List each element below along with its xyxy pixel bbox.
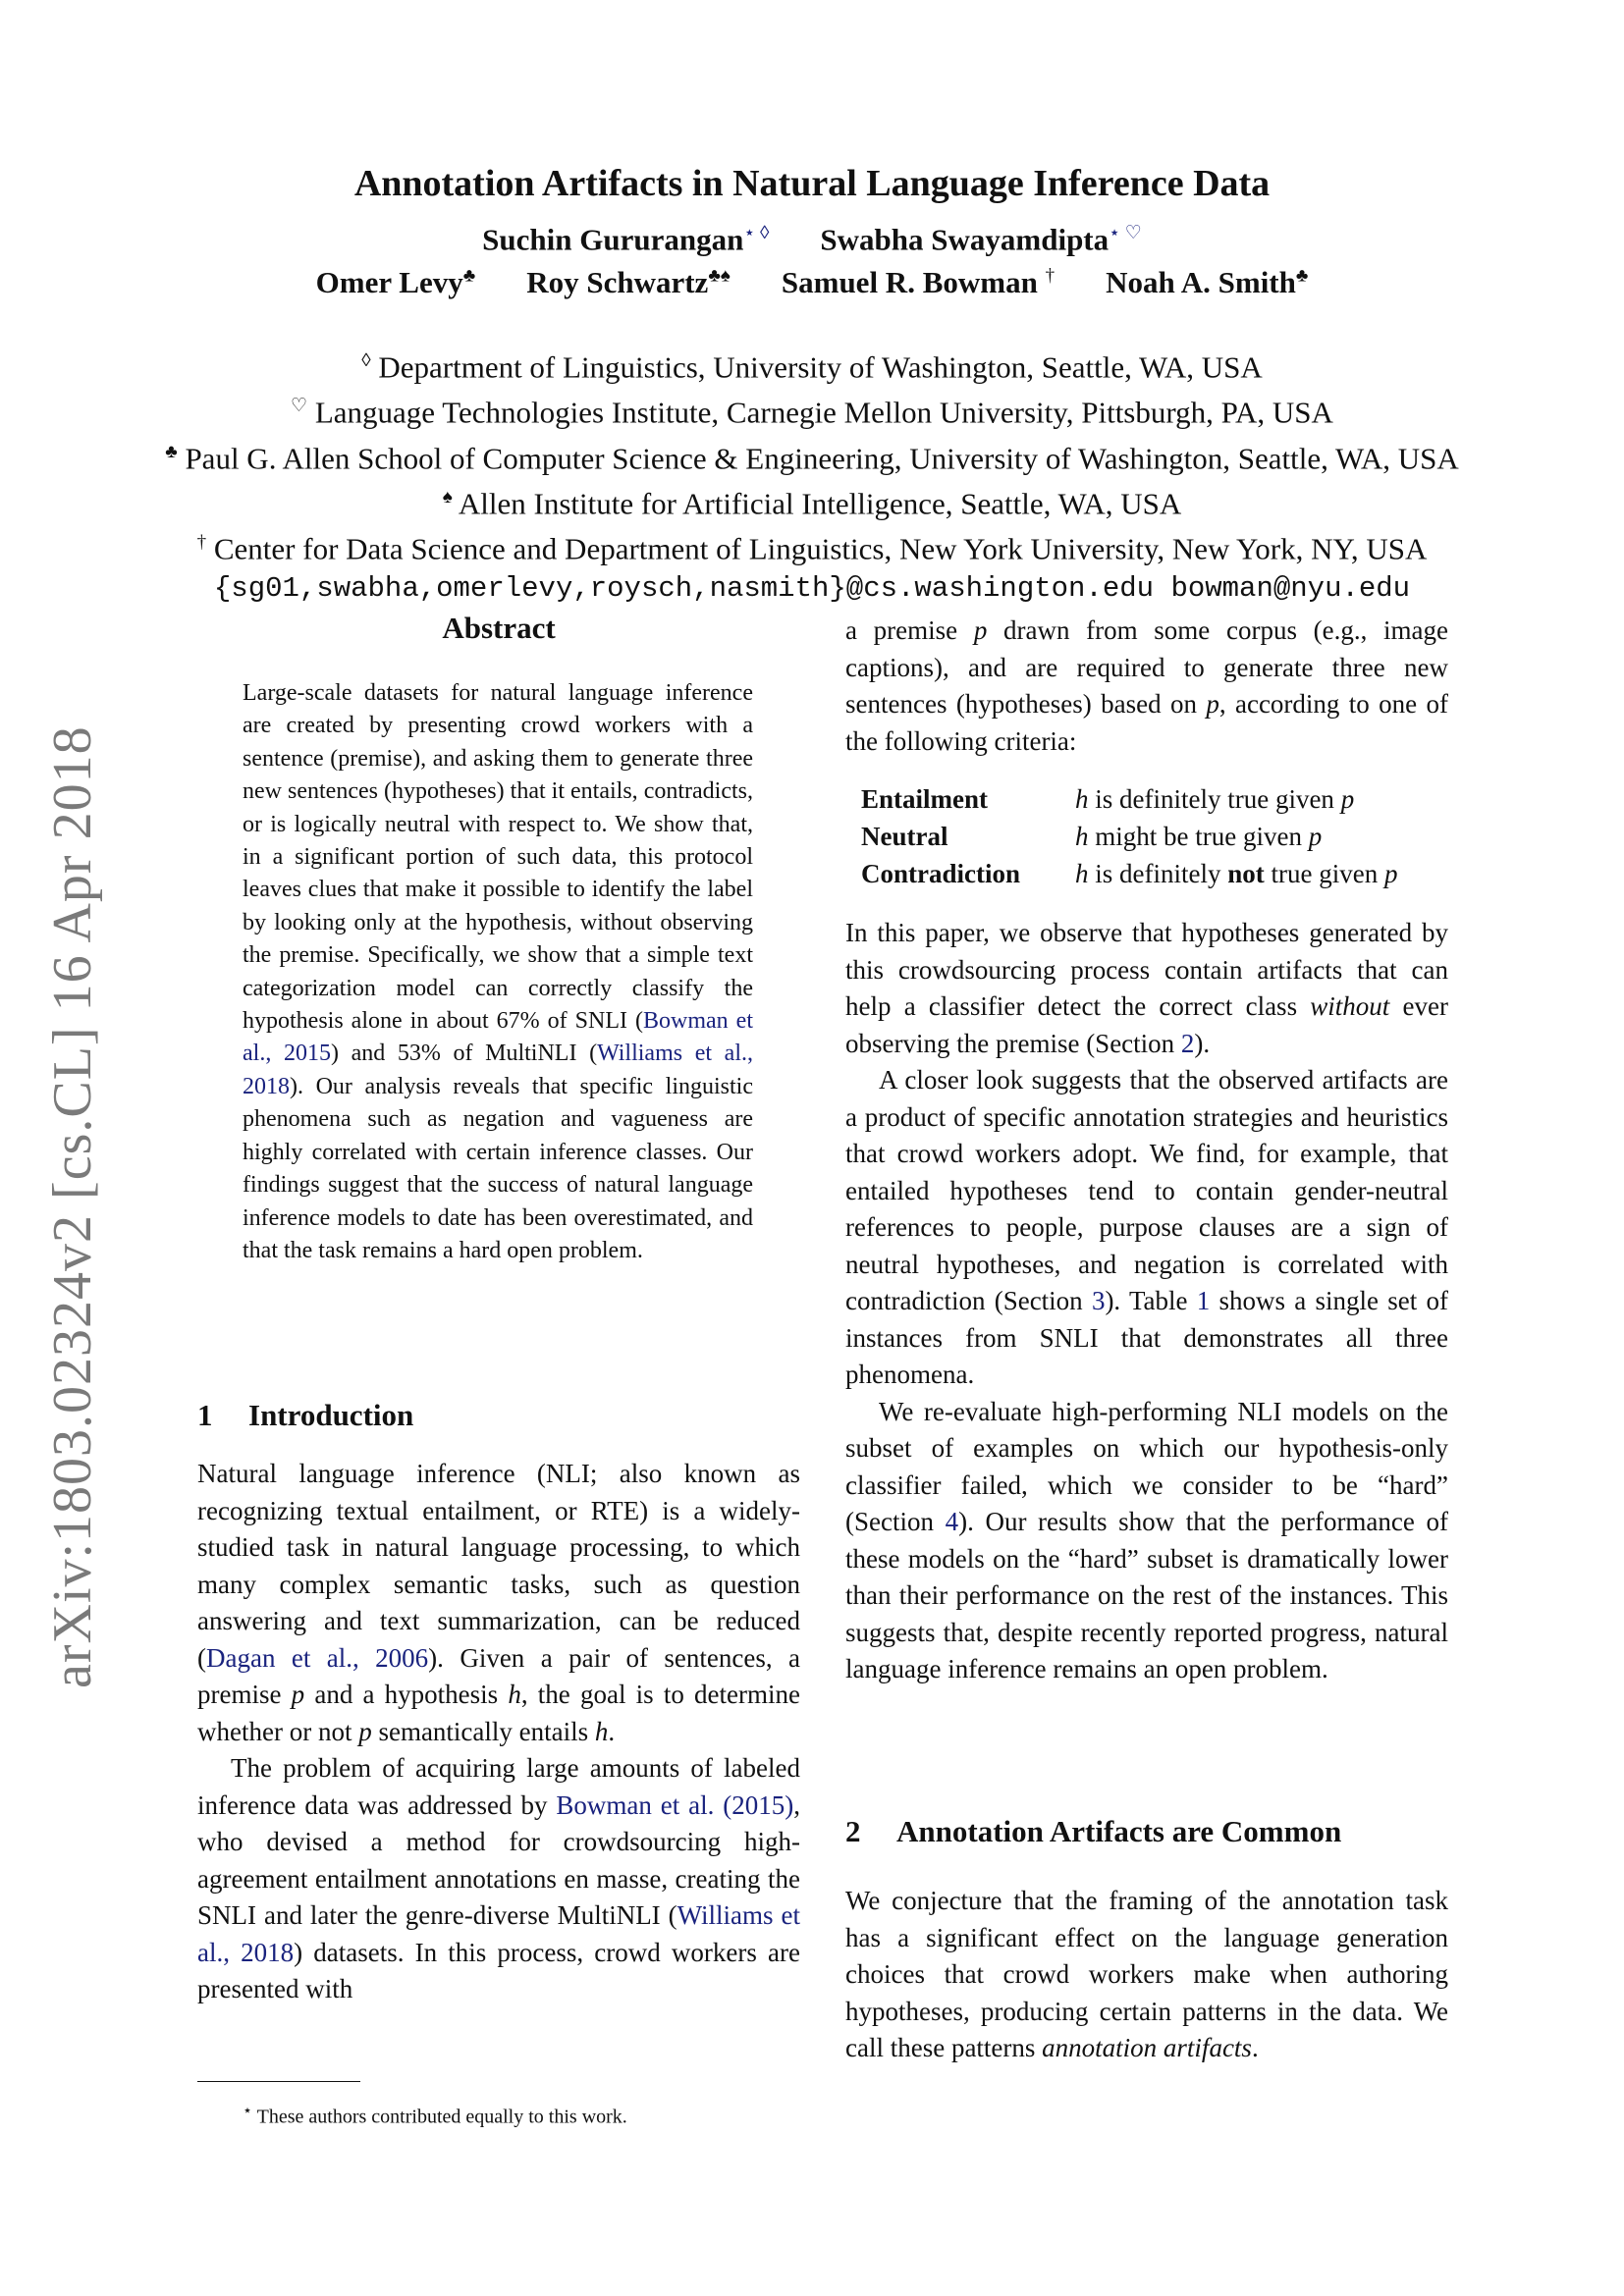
affiliation	[0, 433, 1624, 478]
paragraph: We re-evaluate high-performing NLI models on the subset of examples on which our hypothesis-only classifier failed, which we consider to be “hard” (Section 4). Our results show that the performance of these models on the “hard” subset is dramatically lower than their performance on the rest of the instances. This suggests that, despite recently reported progress, natural language inference remains an open problem.	[845, 1396, 1448, 1683]
paper-title: Annotation Artifacts in Natural Language Inference Data	[353, 163, 1271, 204]
criteria-table	[861, 780, 1397, 892]
section-title: Annotation Artifacts are Common	[896, 1814, 1342, 1848]
author-emails: {sg01,swabha,omerlevy,roysch,nasmith}@cs.washington.edu bowman@nyu.edu	[213, 571, 1411, 605]
right-column-section2	[845, 1883, 1448, 2067]
authors-line-2	[0, 265, 1624, 300]
affiliation-mark: †	[196, 532, 207, 554]
citation-link[interactable]: Williams et al., 2018	[197, 1900, 800, 1967]
right-column-intro	[845, 613, 1448, 760]
abstract-text: Large-scale datasets for natural language inference are created by presenting crowd workers with a sentence (premise), and asking them to generate three new sentences (hypotheses) that it entails, contradicts, or is logically neutral with respect to. We show that, in a significant portion of such data, this protocol leaves clues that make it possible to identify the label by looking only at the hypothesis, without observing the premise. Specifically, we show that a simple text categorization model can correctly classify the hypothesis alone in about 67% of SNLI (	[243, 680, 753, 1035]
author-name: Omer Levy	[315, 265, 463, 299]
section-ref-link[interactable]: 3	[1091, 1286, 1106, 1315]
criteria-row	[861, 780, 1397, 818]
affiliation-text: Center for Data Science and Department of Linguistics, New York University, New York, NY, USA	[213, 531, 1428, 566]
affiliation	[0, 387, 1624, 432]
citation-link[interactable]: Dagan et al., 2006	[206, 1642, 429, 1673]
section-heading-annotation-artifacts	[845, 1814, 1341, 1849]
affiliation	[0, 342, 1624, 387]
right-column-body	[845, 915, 1448, 1688]
affiliation-mark: ♣	[165, 441, 178, 462]
abstract-text: ). Our analysis reveals that specific linguistic phenomena such as negation and vagueness are highly correlated with certain inference classes. Our findings suggest that the success of natural language inference models to date has been overestimated, and that the task remains a hard open problem.	[243, 1073, 753, 1263]
footnote	[243, 2101, 627, 2129]
citation-link[interactable]: Williams et al., 2018	[243, 1041, 753, 1099]
author-marks: †	[1045, 265, 1056, 287]
criteria-description: h might be true given p	[1075, 822, 1323, 851]
section-ref-link[interactable]: 2	[1180, 1028, 1195, 1058]
criteria-row	[861, 855, 1397, 892]
footnote-text: These authors contributed equally to this work.	[256, 2106, 627, 2128]
footnote-mark: ⋆	[243, 2103, 253, 2119]
arxiv-stamp: arXiv:1803.02324v2 [cs.CL] 16 Apr 2018	[42, 725, 103, 1688]
citation-link[interactable]: Bowman et al. (2015)	[556, 1789, 794, 1820]
affiliation	[0, 478, 1624, 523]
criteria-label: Contradiction	[861, 859, 1020, 888]
affiliation-mark: ◊	[361, 350, 371, 371]
criteria-description: h is definitely not true given p	[1075, 859, 1398, 888]
abstract-body	[243, 677, 753, 1267]
paragraph: a premise p drawn from some corpus (e.g., image captions), and are required to generate three new sentences (hypotheses) based on p, according to one of the following criteria:	[845, 615, 1448, 756]
affiliations	[0, 342, 1624, 609]
section-number: 2	[845, 1814, 861, 1848]
author-name: Noah A. Smith	[1106, 265, 1296, 299]
author-marks: ♣	[462, 265, 476, 287]
paragraph: In this paper, we observe that hypotheses generated by this crowdsourcing process contain artifacts that can help a classifier detect the correct class without ever observing the premise (Section 2).	[845, 918, 1448, 1058]
affiliation	[0, 523, 1624, 568]
author-marks: ♣♠	[708, 265, 731, 287]
paragraph: We conjecture that the framing of the annotation task has a significant effect on the language generation choices that crowd workers make when authoring hypotheses, producing certain patterns in the data. We call these patterns annotation artifacts.	[845, 1886, 1448, 2062]
criteria-row	[861, 818, 1397, 855]
citation-link[interactable]: Bowman et al., 2015	[243, 1008, 754, 1067]
author-name: Roy Schwartz	[526, 265, 709, 299]
author-name: Suchin Gururangan	[482, 222, 744, 257]
criteria-label: Neutral	[861, 822, 948, 851]
section-heading-introduction	[197, 1398, 413, 1433]
left-column-body	[197, 1456, 800, 2008]
author-name: Swabha Swayamdipta	[820, 222, 1110, 257]
criteria-description: h is definitely true given p	[1075, 784, 1355, 814]
author-marks: ♣	[1295, 265, 1309, 287]
affiliation-mark: ♡	[291, 396, 308, 417]
table-ref-link[interactable]: 1	[1196, 1286, 1211, 1315]
section-title: Introduction	[248, 1398, 414, 1432]
section-number: 1	[197, 1398, 213, 1432]
affiliation-text: Language Technologies Institute, Carnegie Mellon University, Pittsburgh, PA, USA	[314, 395, 1333, 430]
paragraph: A closer look suggests that the observed artifacts are a product of specific annotation strategies and heuristics that crowd workers adopt. We find, for example, that entailed hypotheses tend to contain gender-neutral references to people, purpose clauses are a sign of neutral hypotheses, and negation is correlated with contradiction (Section 3). Table 1 shows a single set of instances from SNLI that demonstrates all three phenomena.	[845, 1065, 1448, 1389]
abstract-heading: Abstract	[442, 611, 556, 645]
author-marks: ⋆ ◊	[743, 223, 770, 243]
affiliation-text: Department of Linguistics, University of Washington, Seattle, WA, USA	[378, 349, 1263, 385]
abstract-text: ) and 53% of MultiNLI (	[330, 1041, 598, 1067]
paragraph: The problem of acquiring large amounts of labeled inference data was addressed by Bowman et al. (2015), who devised a method for crowdsourcing high-agreement entailment annotations en masse, creating the SNLI and later the genre-diverse MultiNLI (Williams et al., 2018) datasets. In this process, crowd workers are presented with	[197, 1753, 800, 2003]
authors-line-1	[0, 222, 1624, 257]
affiliation-mark: ♠	[442, 486, 453, 507]
author-marks: ⋆ ♡	[1109, 223, 1142, 243]
affiliation-text: Paul G. Allen School of Computer Science & Engineering, University of Washington, Seattle, WA, USA	[185, 440, 1459, 475]
section-ref-link[interactable]: 4	[945, 1507, 959, 1536]
affiliation-text: Allen Institute for Artificial Intelligence, Seattle, WA, USA	[458, 486, 1182, 521]
criteria-label: Entailment	[861, 784, 989, 814]
footnote-rule	[197, 2081, 360, 2082]
paragraph: Natural language inference (NLI; also known as recognizing textual entailment, or RTE) is a widely-studied task in natural language processing, to which many complex semantic tasks, such as question answering and text summarization, can be reduced (Dagan et al., 2006). Given a pair of sentences, a premise p and a hypothesis h, the goal is to determine whether or not p semantically entails h.	[197, 1459, 800, 1746]
author-name: Samuel R. Bowman	[781, 265, 1038, 299]
